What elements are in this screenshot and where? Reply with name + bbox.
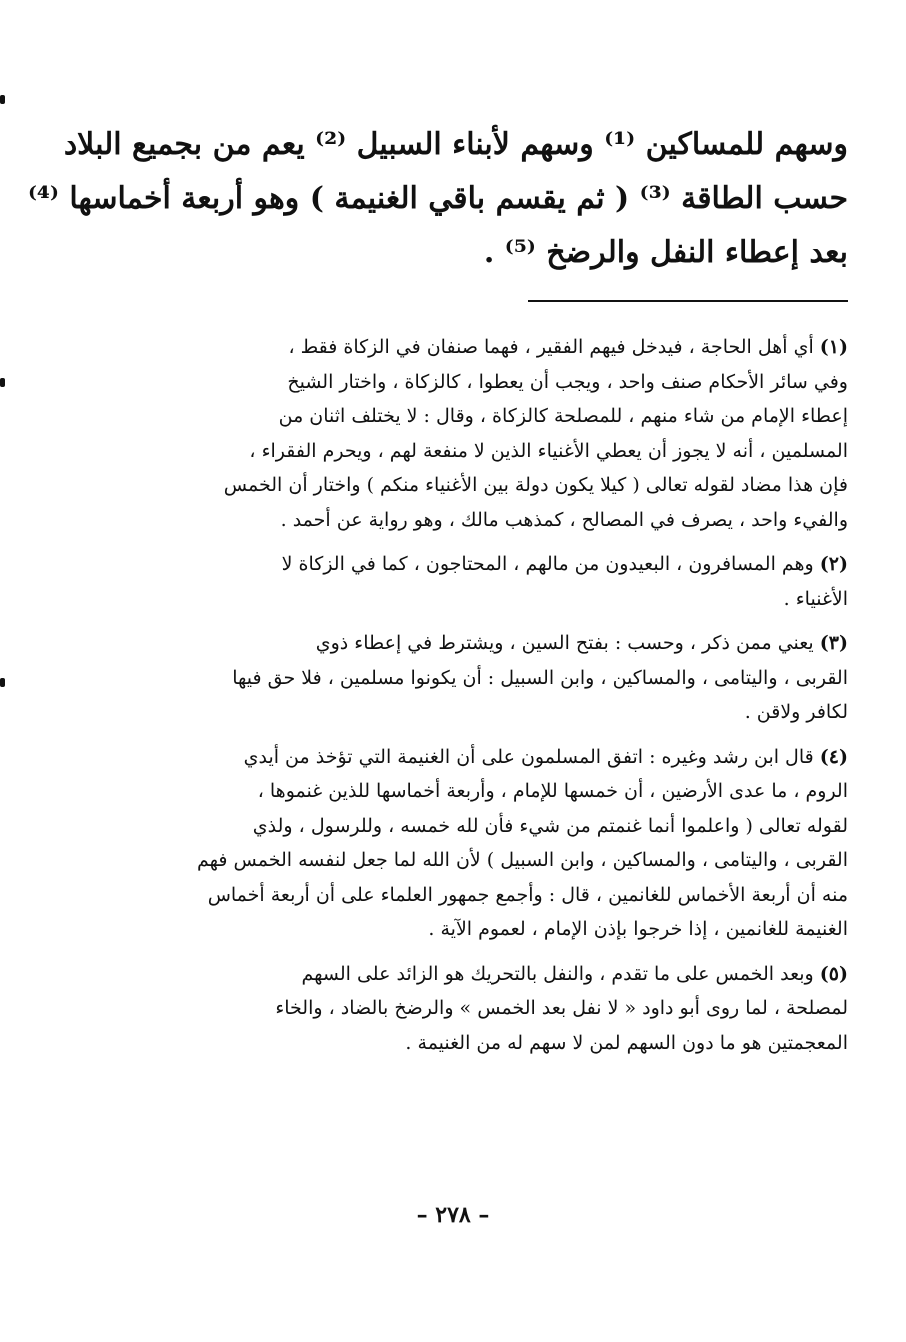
footnote-3 xyxy=(58,626,848,730)
main-text-line: بعد إعطاء النفل والرضخ ⁽⁵⁾ . xyxy=(483,235,848,270)
footnote-line: لقوله تعالى ( واعلموا أنما غنمتم من شيء فأن لله خمسه ، وللرسول ، ولذي xyxy=(252,814,848,837)
main-text-block xyxy=(27,118,848,280)
footnote-text: وبعد الخمس على ما تقدم ، والنفل بالتحريك هو الزائد على السهم xyxy=(301,962,814,985)
footnote-1 xyxy=(58,330,848,537)
footnote-number: (٥) xyxy=(819,962,848,985)
footnote-line: الغنيمة للغانمين ، إذا خرجوا بإذن الإمام ، لعموم الآية . xyxy=(428,918,848,940)
footnote-line xyxy=(58,626,848,661)
footnote-line xyxy=(58,330,848,365)
footnote-2 xyxy=(58,547,848,616)
footnote-line: المعجمتين هو ما دون السهم لمن لا سهم له من الغنيمة . xyxy=(405,1031,848,1054)
main-text-line: حسب الطاقة ⁽³⁾ ( ثم يقسم باقي الغنيمة ) وهو أربعة أخماسها ⁽⁴⁾ xyxy=(27,181,848,216)
footnote-line: المسلمين ، أنه لا يجوز أن يعطي الأغنياء الذين لا منفعة لهم ، ويحرم الفقراء ، xyxy=(249,439,848,462)
margin-mark xyxy=(0,378,5,387)
footnote-line xyxy=(58,740,848,775)
footnote-line xyxy=(58,547,848,582)
footnote-line: لمصلحة ، لما روى أبو داود « لا نفل بعد الخمس » والرضخ بالضاد ، والخاء xyxy=(275,997,848,1019)
footnote-line: الأغنياء . xyxy=(783,587,848,610)
footnotes-section xyxy=(58,330,848,1070)
footnote-text: يعني ممن ذكر ، وحسب : بفتح السين ، ويشترط في إعطاء ذوي xyxy=(315,632,814,654)
footnote-divider xyxy=(528,300,848,302)
footnote-line: لكافر ولاقن . xyxy=(744,701,848,723)
main-text-line: وسهم للمساكين ⁽¹⁾ وسهم لأبناء السبيل ⁽²⁾ يعم من بجميع البلاد xyxy=(63,127,848,162)
footnote-line: منه أن أربعة الأخماس للغانمين ، قال : وأجمع جمهور العلماء على أن أربعة أخماس xyxy=(207,883,848,906)
footnote-line: فإن هذا مضاد لقوله تعالى ( كيلا يكون دولة بين الأغنياء منكم ) واختار أن الخمس xyxy=(223,474,848,496)
footnote-line: والفيء واحد ، يصرف في المصالح ، كمذهب مالك ، وهو رواية عن أحمد . xyxy=(280,508,848,531)
footnote-line: القربى ، واليتامى ، والمساكين ، وابن السبيل ) لأن الله لما جعل لنفسه الخمس فهم xyxy=(197,849,848,871)
page-number: – ٢٧٨ – xyxy=(416,1202,490,1228)
footnote-text: وهم المسافرون ، البعيدون من مالهم ، المحتاجون ، كما في الزكاة لا xyxy=(281,553,814,575)
footnote-5 xyxy=(58,957,848,1061)
footnote-number: (٣) xyxy=(819,632,848,654)
footnote-4 xyxy=(58,740,848,947)
footnote-line: وفي سائر الأحكام صنف واحد ، ويجب أن يعطوا ، كالزكاة ، واختار الشيخ xyxy=(287,370,848,393)
footnote-number: (٤) xyxy=(819,745,848,768)
margin-mark xyxy=(0,678,5,687)
footnote-line: القربى ، واليتامى ، والمساكين ، وابن السبيل : أن يكونوا مسلمين ، فلا حق فيها xyxy=(232,666,848,689)
footnote-line: إعطاء الإمام من شاء منهم ، للمصلحة كالزكاة ، وقال : لا يختلف اثنان من xyxy=(278,405,848,427)
footnote-line xyxy=(58,957,848,992)
margin-mark xyxy=(0,95,5,104)
footnote-number: (١) xyxy=(819,336,848,358)
footnote-number: (٢) xyxy=(819,553,848,575)
footnote-text: أي أهل الحاجة ، فيدخل فيهم الفقير ، فهما صنفان في الزكاة فقط ، xyxy=(288,336,814,358)
footnote-text: قال ابن رشد وغيره : اتفق المسلمون على أن الغنيمة التي تؤخذ من أيدي xyxy=(243,745,814,768)
footnote-line: الروم ، ما عدى الأرضين ، أن خمسها للإمام ، وأربعة أخماسها للذين غنموها ، xyxy=(257,780,848,802)
